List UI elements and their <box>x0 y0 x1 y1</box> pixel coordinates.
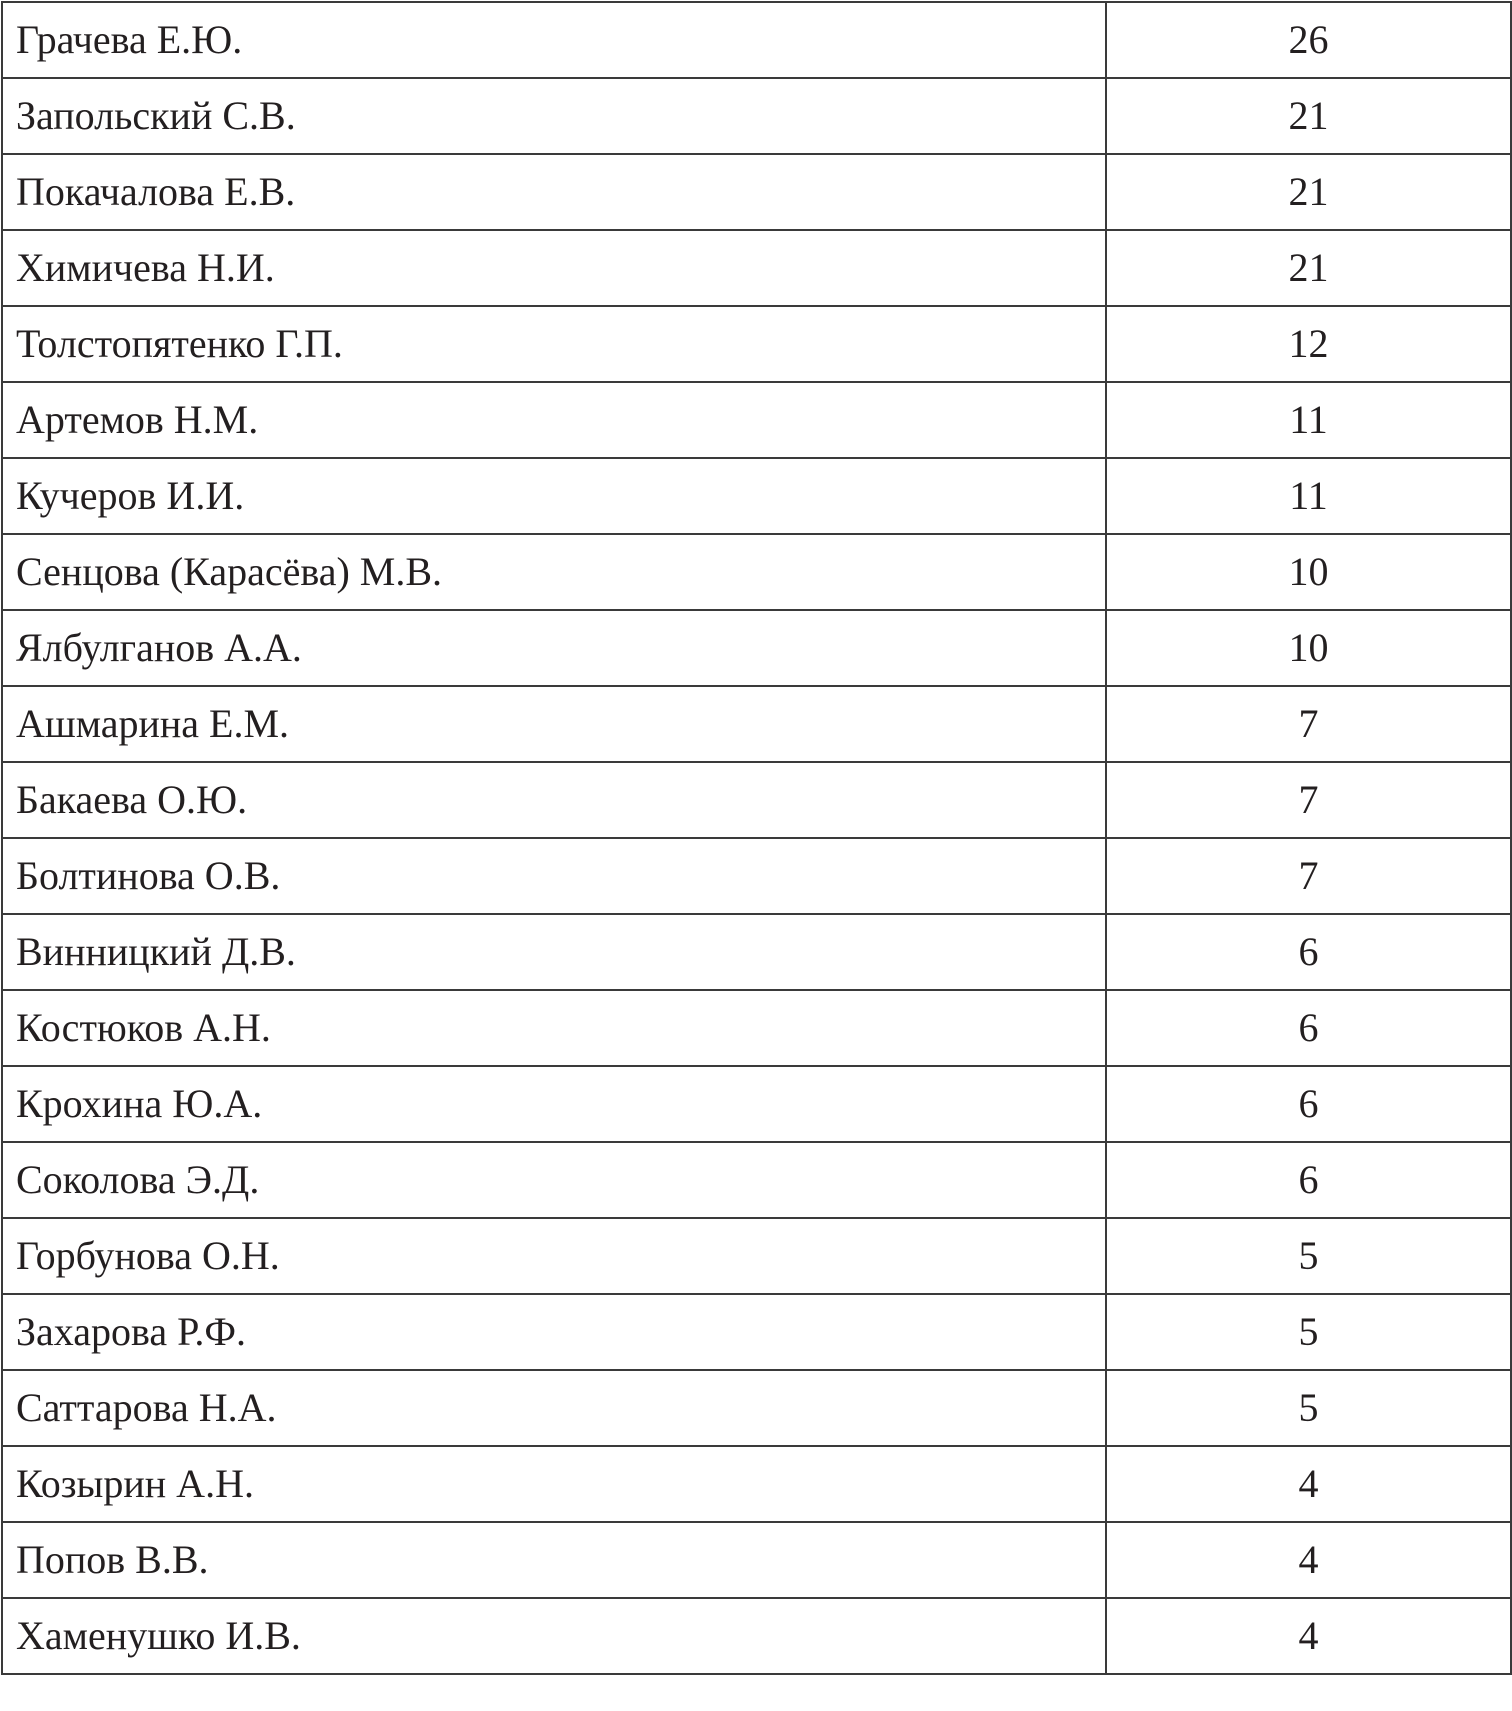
author-count-table <box>1 1 1512 1675</box>
table-row <box>2 838 1511 914</box>
table-row <box>2 78 1511 154</box>
author-name-cell: Ялбулганов А.А. <box>2 610 1106 686</box>
author-name-cell: Крохина Ю.А. <box>2 1066 1106 1142</box>
publication-count-cell: 21 <box>1106 154 1511 230</box>
publication-count-cell: 6 <box>1106 990 1511 1066</box>
table-row <box>2 762 1511 838</box>
table-row <box>2 534 1511 610</box>
author-name-cell: Саттарова Н.А. <box>2 1370 1106 1446</box>
publication-count-cell: 10 <box>1106 610 1511 686</box>
publication-count-cell: 11 <box>1106 382 1511 458</box>
publication-count-cell: 5 <box>1106 1370 1511 1446</box>
table-row <box>2 1066 1511 1142</box>
author-name-cell: Соколова Э.Д. <box>2 1142 1106 1218</box>
publication-count-cell: 21 <box>1106 78 1511 154</box>
publication-count-cell: 6 <box>1106 914 1511 990</box>
author-name-cell: Винницкий Д.В. <box>2 914 1106 990</box>
author-name-cell: Кучеров И.И. <box>2 458 1106 534</box>
publication-count-cell: 26 <box>1106 2 1511 78</box>
publication-count-cell: 7 <box>1106 838 1511 914</box>
publication-count-cell: 7 <box>1106 686 1511 762</box>
author-name-cell: Толстопятенко Г.П. <box>2 306 1106 382</box>
author-name-cell: Попов В.В. <box>2 1522 1106 1598</box>
table-row <box>2 382 1511 458</box>
publication-count-cell: 21 <box>1106 230 1511 306</box>
publication-count-cell: 4 <box>1106 1446 1511 1522</box>
publication-count-cell: 6 <box>1106 1066 1511 1142</box>
table-row <box>2 154 1511 230</box>
publication-count-cell: 4 <box>1106 1522 1511 1598</box>
table-row <box>2 686 1511 762</box>
table-row <box>2 610 1511 686</box>
table-row <box>2 990 1511 1066</box>
table-row <box>2 230 1511 306</box>
author-name-cell: Козырин А.Н. <box>2 1446 1106 1522</box>
table-row <box>2 1522 1511 1598</box>
table-row <box>2 1294 1511 1370</box>
publication-count-cell: 12 <box>1106 306 1511 382</box>
publication-count-cell: 4 <box>1106 1598 1511 1674</box>
author-name-cell: Хаменушко И.В. <box>2 1598 1106 1674</box>
publication-count-cell: 11 <box>1106 458 1511 534</box>
table-row <box>2 1598 1511 1674</box>
author-name-cell: Покачалова Е.В. <box>2 154 1106 230</box>
publication-count-cell: 6 <box>1106 1142 1511 1218</box>
author-name-cell: Ашмарина Е.М. <box>2 686 1106 762</box>
table-row <box>2 914 1511 990</box>
author-name-cell: Химичева Н.И. <box>2 230 1106 306</box>
author-name-cell: Горбунова О.Н. <box>2 1218 1106 1294</box>
author-name-cell: Костюков А.Н. <box>2 990 1106 1066</box>
publication-count-cell: 5 <box>1106 1218 1511 1294</box>
publication-count-cell: 5 <box>1106 1294 1511 1370</box>
author-name-cell: Сенцова (Карасёва) М.В. <box>2 534 1106 610</box>
table-row <box>2 1218 1511 1294</box>
author-name-cell: Артемов Н.М. <box>2 382 1106 458</box>
publication-count-cell: 7 <box>1106 762 1511 838</box>
author-name-cell: Грачева Е.Ю. <box>2 2 1106 78</box>
publication-count-cell: 10 <box>1106 534 1511 610</box>
table-body <box>2 2 1511 1674</box>
author-name-cell: Запольский С.В. <box>2 78 1106 154</box>
table-row <box>2 306 1511 382</box>
table-row <box>2 1370 1511 1446</box>
author-name-cell: Захарова Р.Ф. <box>2 1294 1106 1370</box>
table-row <box>2 1142 1511 1218</box>
author-name-cell: Болтинова О.В. <box>2 838 1106 914</box>
table-row <box>2 2 1511 78</box>
table-row <box>2 458 1511 534</box>
author-name-cell: Бакаева О.Ю. <box>2 762 1106 838</box>
table-row <box>2 1446 1511 1522</box>
